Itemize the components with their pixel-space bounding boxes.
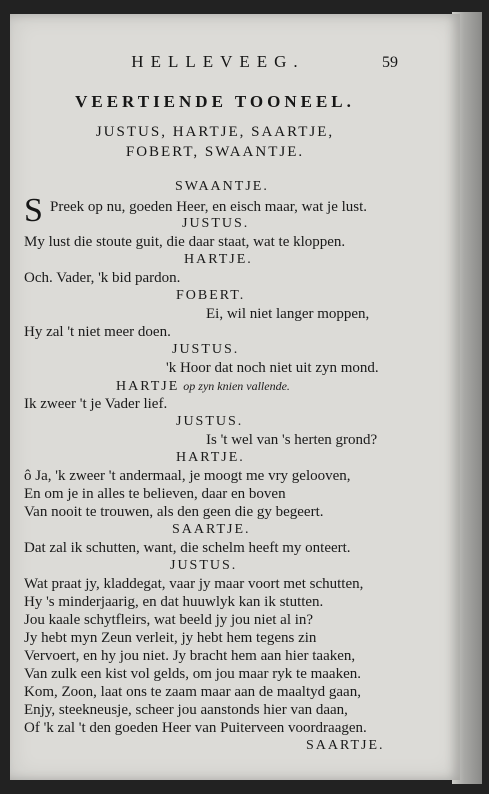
verse-line: My lust die stoute guit, die daar staat, wat te kloppen. <box>24 234 346 250</box>
verse-line: Wat praat jy, kladdegat, vaar jy maar voort met schutten, <box>24 576 364 592</box>
verse-line: Is 't wel van 's herten grond? <box>206 432 378 448</box>
verse-line: Ik zweer 't je Vader lief. <box>24 396 168 412</box>
speaker-hartje: HARTJE. <box>176 450 245 465</box>
verse-line: Jy hebt myn Zeun verleit, jy hebt hem tegens zin <box>24 630 317 646</box>
page-text <box>10 14 460 780</box>
verse-line: Dat zal ik schutten, want, die schelm heeft my onteert. <box>24 540 351 556</box>
verse-line: Preek op nu, goeden Heer, en eisch maar, wat je lust. <box>50 199 368 215</box>
verse-line: Vervoert, en hy jou niet. Jy bracht hem aan hier taaken, <box>24 648 356 664</box>
dramatis-line-2: FOBERT, SWAANTJE. <box>125 144 305 160</box>
stage-direction: op zyn knien vallende. <box>183 379 290 393</box>
verse-line: Hy zal 't niet meer doen. <box>24 324 171 340</box>
speaker-hartje: HARTJE <box>116 379 180 394</box>
verse-line: Of 'k zal 't den goeden Heer van Puiterveen voordraagen. <box>24 720 367 736</box>
drop-cap: S <box>24 192 43 229</box>
verse-line: Ei, wil niet langer moppen, <box>206 306 370 322</box>
page-number: 59 <box>382 54 398 71</box>
verse-line: Och. Vader, 'k bid pardon. <box>24 270 181 286</box>
speaker-justus: JUSTUS. <box>170 558 238 573</box>
verse-line: Van zulk een kist vol gelds, om jou maar ryk te maaken. <box>24 666 361 682</box>
speaker-fobert: FOBERT. <box>176 288 246 303</box>
dramatis-line-1: JUSTUS, HARTJE, SAARTJE, <box>95 124 335 140</box>
book-page <box>10 14 460 780</box>
verse-line: Jou kaale schytfleirs, wat beeld jy jou niet al in? <box>24 612 314 628</box>
catchword-saartje: SAARTJE. <box>306 738 385 753</box>
running-head: HELLEVEEG. <box>131 52 305 71</box>
speaker-hartje-with-direction <box>116 377 290 396</box>
verse-line: 'k Hoor dat noch niet uit zyn mond. <box>166 360 379 376</box>
verse-line: Kom, Zoon, laat ons te zaam maar aan de maaltyd gaan, <box>24 684 361 700</box>
speaker-justus: JUSTUS. <box>176 414 244 429</box>
speaker-saartje: SAARTJE. <box>172 522 251 537</box>
speaker-justus: JUSTUS. <box>172 342 240 357</box>
verse-line: Van nooit te trouwen, als den geen die gy begeert. <box>24 504 324 520</box>
speaker-swaantje: SWAANTJE. <box>175 179 269 194</box>
speaker-justus: JUSTUS. <box>182 216 250 231</box>
verse-line: En om je in alles te believen, daar en boven <box>24 486 286 502</box>
verse-line: Enjy, steekneusje, scheer jou aanstonds hier van daan, <box>24 702 348 718</box>
scene-title: VEERTIENDE TOONEEL. <box>75 92 355 111</box>
verse-line: Hy 's minderjaarig, en dat huuwlyk kan ik stutten. <box>24 594 324 610</box>
speaker-hartje: HARTJE. <box>184 252 253 267</box>
verse-line: ô Ja, 'k zweer 't andermaal, je moogt me vry gelooven, <box>24 468 351 484</box>
